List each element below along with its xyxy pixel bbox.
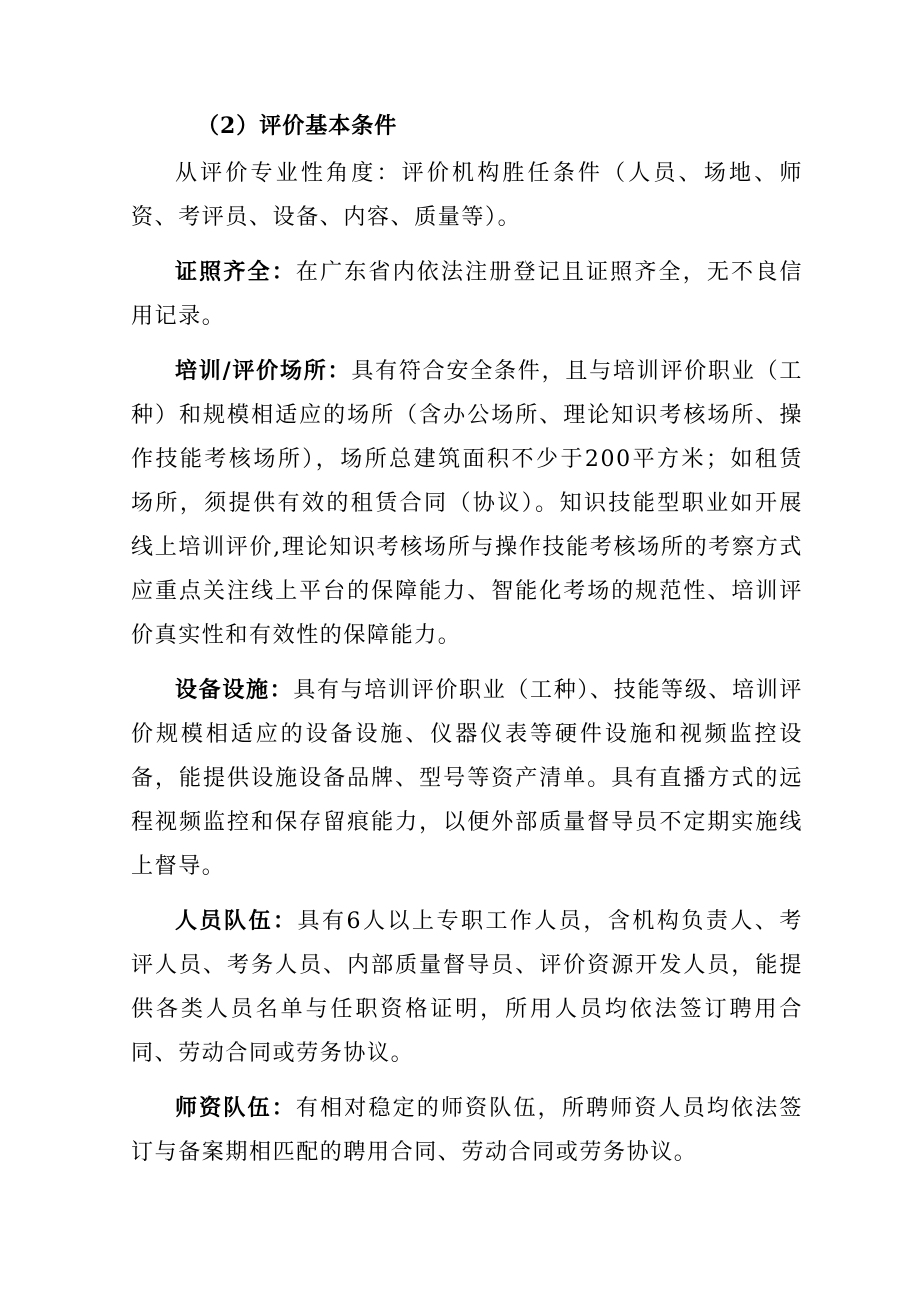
paragraph-text: 有相对稳定的师资队伍，所聘师资人员均依法签订与备案期相匹配的聘用合同、劳动合同或劳务协议。 [131,1096,803,1165]
paragraph-equipment [131,668,803,889]
paragraph-venues [131,349,803,658]
paragraph-text: 具有与培训评价职业（工种）、技能等级、培训评价规模相适应的设备设施、仪器仪表等硬件设施和视频监控设备，能提供设施设备品牌、型号等资产清单。具有直播方式的远程视频监控和保存留痕能力，以便外部质量督导员不定期实施线上督导。 [131,678,803,879]
paragraph-staff [131,899,803,1076]
paragraph-term: 人员队伍： [175,908,298,934]
paragraph-text: 具有6人以上专职工作人员，含机构负责人、考评人员、考务人员、内部质量督导员、评价资源开发人员，能提供各类人员名单与任职资格证明，所用人员均依法签订聘用合同、劳动合同或劳务协议。 [131,909,803,1066]
paragraph-licenses [131,250,803,339]
paragraph-text: 在广东省内依法注册登记且证照齐全，无不良信用记录。 [131,260,803,329]
paragraph-term: 证照齐全： [175,259,296,285]
paragraph-term: 设备设施： [175,677,294,703]
paragraph-text: 从评价专业性角度：评价机构胜任条件（人员、场地、师资、考评员、设备、内容、质量等）。 [131,161,803,230]
paragraph-term: 培训/评价场所： [175,358,352,384]
section-heading: （2）评价基本条件 [197,113,398,139]
paragraph-faculty [131,1086,803,1175]
paragraph-text: 具有符合安全条件，且与培训评价职业（工种）和规模相适应的场所（含办公场所、理论知识考核场所、操作技能考核场所），场所总建筑面积不少于200平方米；如租赁场所，须提供有效的租赁合同（协议）。知识技能型职业如开展线上培训评价,理论知识考核场所与操作技能考核场所的考察方式应重点关注线上平台的保障能力、智能化考场的规范性、培训评价真实性和有效性的保障能力。 [131,359,804,648]
paragraph-evaluation-scope [131,152,803,240]
document-body [131,106,803,1185]
paragraph-term: 师资队伍： [175,1095,296,1121]
